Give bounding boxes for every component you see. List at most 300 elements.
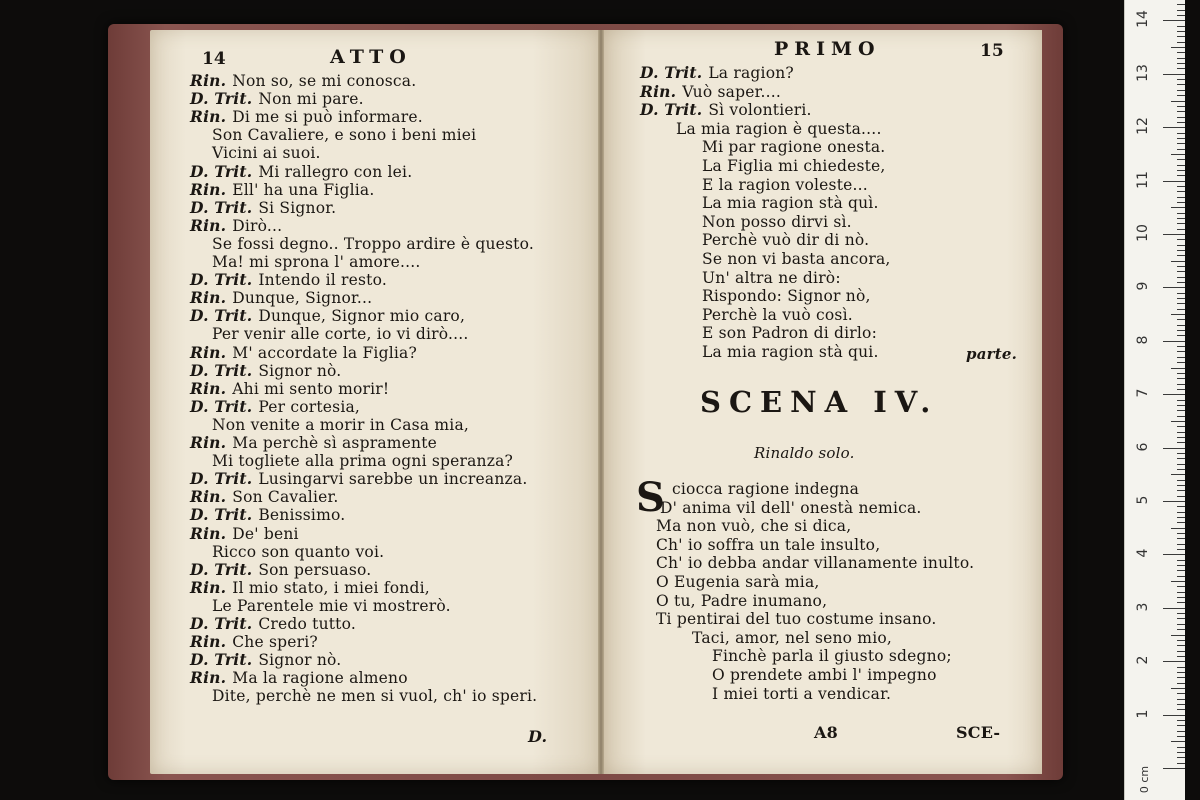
ruler-tick <box>1177 197 1185 198</box>
ruler-tick <box>1163 768 1185 769</box>
line-text: Mi rallegro con lei. <box>258 162 413 181</box>
ruler-tick <box>1177 752 1185 753</box>
text-line <box>212 325 469 343</box>
ruler-tick <box>1177 645 1185 646</box>
ruler-tick <box>1163 20 1185 21</box>
line-text: Ricco son quanto voi. <box>212 542 385 561</box>
text-line <box>190 181 374 199</box>
ruler-tick <box>1171 47 1185 48</box>
ruler-tick <box>1177 63 1185 64</box>
text-line <box>212 452 513 470</box>
ruler-tick <box>1171 528 1185 529</box>
left-page-number: 14 <box>202 49 226 69</box>
ruler-tick <box>1177 432 1185 433</box>
line-text: Per venir alle corte, io vi dirò.... <box>212 325 469 344</box>
ruler-tick <box>1177 618 1185 619</box>
ruler-tick <box>1171 688 1185 689</box>
ruler-tick <box>1163 234 1185 235</box>
ruler-tick <box>1177 245 1185 246</box>
line-text: Dunque, Signor mio caro, <box>258 307 466 326</box>
ruler-tick <box>1163 394 1185 395</box>
ruler-tick <box>1171 474 1185 475</box>
ruler-tick <box>1177 319 1185 320</box>
ruler-tick <box>1177 640 1185 641</box>
line-text: Vicini ai suoi. <box>212 144 321 163</box>
speaker-name: D. Trit. <box>640 63 703 82</box>
text-line <box>190 488 339 506</box>
line-text: E la ragion voleste... <box>702 175 868 194</box>
ruler-tick <box>1177 683 1185 684</box>
ruler-tick <box>1163 661 1185 662</box>
ruler-tick <box>1177 293 1185 294</box>
aria-line: D' anima vil dell' onestà nemica. <box>660 498 922 517</box>
text-line <box>190 72 416 90</box>
text-line <box>190 434 437 452</box>
line-text: Benissimo. <box>258 506 346 525</box>
text-line <box>190 362 341 380</box>
ruler-tick <box>1177 469 1185 470</box>
line-text: La mia ragion stà quì. <box>702 194 879 213</box>
ruler-tick <box>1177 405 1185 406</box>
speaker-name: Rin. <box>190 71 227 90</box>
text-line <box>190 525 299 543</box>
speaker-name: D. Trit. <box>190 89 253 109</box>
line-text: Credo tutto. <box>258 615 356 633</box>
ruler-tick <box>1177 506 1185 507</box>
ruler-tick <box>1177 384 1185 385</box>
ruler-tick <box>1177 122 1185 123</box>
aria-line: Taci, amor, nel seno mio, <box>692 628 893 647</box>
ruler-tick <box>1163 74 1185 75</box>
text-line <box>212 126 476 144</box>
ruler-tick <box>1177 282 1185 283</box>
text-line <box>702 213 852 231</box>
ruler-tick <box>1177 725 1185 726</box>
ruler-tick <box>1177 223 1185 224</box>
ruler-tick <box>1177 624 1185 625</box>
ruler-tick <box>1177 346 1185 347</box>
line-text: Mi togliete alla prima ogni speranza? <box>212 452 514 471</box>
ruler-tick <box>1163 287 1185 288</box>
ruler-tick <box>1163 448 1185 449</box>
ruler-number: 4 <box>1135 548 1151 558</box>
line-text: Signor nò. <box>258 651 342 670</box>
speaker-name: D. Trit. <box>190 197 253 217</box>
text-line <box>640 101 812 119</box>
speaker-name: Rin. <box>640 81 677 101</box>
right-page-number: 15 <box>980 41 1004 61</box>
ruler-tick <box>1177 378 1185 379</box>
line-text: Un' altra ne dirò: <box>702 268 841 287</box>
ruler-tick <box>1177 335 1185 336</box>
ruler-tick <box>1177 672 1185 673</box>
ruler-tick <box>1177 560 1185 561</box>
ruler-number: 7 <box>1135 388 1151 398</box>
ruler-tick <box>1177 629 1185 630</box>
speaker-name: Rin. <box>190 215 227 235</box>
ruler-number: 5 <box>1135 495 1151 505</box>
ruler-tick <box>1177 763 1185 764</box>
ruler-tick <box>1177 410 1185 411</box>
ruler-tick <box>1177 549 1185 550</box>
ruler-number: 13 <box>1135 63 1151 82</box>
ruler-tick <box>1177 52 1185 53</box>
line-text: Son Cavaliere, e sono i beni miei <box>212 126 477 145</box>
text-line <box>702 194 879 212</box>
speaker-name: D. Trit. <box>190 306 253 326</box>
line-text: Le Parentele mie vi mostrerò. <box>212 596 451 615</box>
ruler-tick <box>1177 667 1185 668</box>
line-text: Il mio stato, i miei fondi, <box>232 578 430 597</box>
ruler-tick <box>1177 229 1185 230</box>
ruler-tick <box>1177 95 1185 96</box>
aria-line: Ch' io soffra un tale insulto, <box>656 535 881 554</box>
line-text: Di me si può informare. <box>232 108 423 127</box>
text-line <box>676 120 882 138</box>
aria-line: Ma non vuò, che si dica, <box>656 517 852 536</box>
text-line <box>702 231 869 249</box>
ruler-tick <box>1177 731 1185 732</box>
ruler-number: 11 <box>1135 170 1151 189</box>
aria-line: ciocca ragione indegna <box>672 480 860 498</box>
text-line <box>190 344 417 362</box>
line-text: La Figlia mi chiedeste, <box>702 157 886 175</box>
text-line <box>702 287 871 305</box>
ruler-tick <box>1177 522 1185 523</box>
ruler-tick <box>1171 581 1185 582</box>
ruler-tick <box>1177 175 1185 176</box>
speaker-name: D. Trit. <box>190 360 253 380</box>
text-line <box>640 83 781 101</box>
ruler-tick <box>1177 373 1185 374</box>
ruler-tick <box>1177 512 1185 513</box>
ruler-tick <box>1171 261 1185 262</box>
text-line <box>212 597 451 615</box>
aria-line: O prendete ambi l' impegno <box>712 666 937 684</box>
line-text: Dite, perchè ne men si vuol, ch' io speri. <box>212 687 538 706</box>
ruler-tick <box>1177 485 1185 486</box>
ruler-tick <box>1177 90 1185 91</box>
ruler-tick <box>1177 720 1185 721</box>
text-line <box>190 669 408 687</box>
ruler-tick <box>1177 106 1185 107</box>
aria-line: Finchè parla il giusto sdegno; <box>712 647 952 666</box>
speaker-name: Rin. <box>190 107 227 127</box>
speaker-name: D. Trit. <box>190 396 253 416</box>
text-line <box>212 543 384 561</box>
aria-line: O Eugenia sarà mia, <box>656 573 820 591</box>
ruler-tick <box>1177 458 1185 459</box>
line-text: Signor nò. <box>258 361 342 380</box>
speaker-name: D. Trit. <box>190 559 253 579</box>
measuring-ruler <box>1124 0 1185 800</box>
ruler-tick <box>1163 127 1185 128</box>
speaker-name: Rin. <box>190 632 227 652</box>
ruler-tick <box>1177 165 1185 166</box>
ruler-tick <box>1177 496 1185 497</box>
ruler-tick <box>1177 4 1185 5</box>
text-line <box>640 64 794 82</box>
right-running-head: PRIMO <box>774 38 881 60</box>
book-gutter <box>598 30 604 774</box>
speaker-name: Rin. <box>190 433 227 452</box>
exit-direction: parte. <box>966 345 1018 363</box>
ruler-tick <box>1171 314 1185 315</box>
line-text: Perchè vuò dir di nò. <box>702 231 870 250</box>
ruler-tick <box>1177 170 1185 171</box>
line-text: Son Cavalier. <box>232 488 339 507</box>
text-line <box>190 470 527 488</box>
text-line <box>190 398 360 416</box>
ruler-tick <box>1177 218 1185 219</box>
ruler-tick <box>1171 207 1185 208</box>
line-text: Ahi mi sento morir! <box>232 379 390 398</box>
line-text: Non mi pare. <box>258 90 364 109</box>
ruler-tick <box>1177 191 1185 192</box>
line-text: Mi par ragione onesta. <box>702 138 886 157</box>
ruler-tick <box>1177 117 1185 118</box>
line-text: Ma! mi sprona l' amore.... <box>212 253 421 271</box>
ruler-tick <box>1177 202 1185 203</box>
ruler-tick <box>1177 651 1185 652</box>
line-text: La mia ragion è questa.... <box>676 119 882 138</box>
aria-line: Ch' io debba andar villanamente inulto. <box>656 554 975 573</box>
left-catchword: D. <box>528 727 548 746</box>
ruler-number: 12 <box>1135 117 1151 136</box>
line-text: Intendo il resto. <box>258 271 387 290</box>
ruler-tick <box>1177 565 1185 566</box>
speaker-name: Rin. <box>190 577 227 597</box>
ruler-tick <box>1177 576 1185 577</box>
aria-line: Ti pentirai del tuo costume insano. <box>656 610 937 629</box>
text-line <box>702 138 885 156</box>
drop-cap: S <box>636 474 666 521</box>
ruler-tick <box>1177 79 1185 80</box>
ruler-tick <box>1177 10 1185 11</box>
text-line <box>190 289 372 307</box>
scene-heading: SCENA IV. <box>700 385 939 419</box>
ruler-tick <box>1177 149 1185 150</box>
ruler-tick <box>1177 84 1185 85</box>
ruler-tick <box>1171 368 1185 369</box>
ruler-tick <box>1177 747 1185 748</box>
ruler-tick <box>1177 111 1185 112</box>
text-line <box>702 176 868 194</box>
text-line <box>702 157 886 175</box>
line-text: Non venite a morir in Casa mia, <box>212 415 470 434</box>
ruler-tick <box>1163 341 1185 342</box>
left-running-head: ATTO <box>330 46 412 68</box>
ruler-unit-label: 0 cm <box>1138 765 1152 794</box>
ruler-number: 10 <box>1135 224 1151 242</box>
ruler-tick <box>1177 453 1185 454</box>
text-line <box>702 324 877 342</box>
ruler-tick <box>1177 271 1185 272</box>
ruler-tick <box>1177 362 1185 363</box>
ruler-tick <box>1171 421 1185 422</box>
ruler-number: 9 <box>1135 281 1151 291</box>
ruler-tick <box>1177 58 1185 59</box>
ruler-tick <box>1177 15 1185 16</box>
text-line <box>212 416 469 434</box>
text-line <box>190 217 282 235</box>
ruler-tick <box>1177 325 1185 326</box>
ruler-tick <box>1177 68 1185 69</box>
ruler-tick <box>1177 298 1185 299</box>
ruler-tick <box>1177 213 1185 214</box>
ruler-tick <box>1177 426 1185 427</box>
text-line <box>212 235 534 253</box>
ruler-number: 6 <box>1135 442 1151 452</box>
speaker-name: D. Trit. <box>190 469 253 489</box>
line-text: M' accordate la Figlia? <box>232 343 417 362</box>
text-line <box>190 271 387 289</box>
speaker-name: D. Trit. <box>190 270 253 290</box>
speaker-name: D. Trit. <box>190 505 253 525</box>
text-line <box>190 163 412 181</box>
ruler-tick <box>1177 586 1185 587</box>
speaker-name: D. Trit. <box>190 650 253 670</box>
ruler-number: 8 <box>1135 335 1151 345</box>
speaker-name: Rin. <box>190 523 227 543</box>
ruler-tick <box>1177 699 1185 700</box>
ruler-tick <box>1163 501 1185 502</box>
ruler-tick <box>1177 42 1185 43</box>
ruler-tick <box>1163 181 1185 182</box>
line-text: Non posso dirvi sì. <box>702 212 852 231</box>
speaker-name: D. Trit. <box>640 100 703 120</box>
line-text: La ragion? <box>708 64 794 82</box>
ruler-tick <box>1163 608 1185 609</box>
ruler-number: 3 <box>1135 602 1151 612</box>
ruler-tick <box>1177 266 1185 267</box>
ruler-tick <box>1177 602 1185 603</box>
line-text: Ma la ragione almeno <box>232 669 408 688</box>
line-text: E son Padron di dirlo: <box>702 324 877 343</box>
speaker-name: D. Trit. <box>190 614 253 633</box>
line-text: Lusingarvi sarebbe un increanza. <box>258 470 528 489</box>
line-text: Son persuaso. <box>258 560 372 579</box>
line-text: Se fossi degno.. Troppo ardire è questo. <box>212 234 534 253</box>
ruler-tick <box>1177 757 1185 758</box>
ruler-tick <box>1177 255 1185 256</box>
ruler-tick <box>1171 101 1185 102</box>
text-line <box>702 343 879 361</box>
line-text: Per cortesia, <box>258 397 361 416</box>
ruler-tick <box>1177 31 1185 32</box>
line-text: De' beni <box>232 524 299 543</box>
text-line <box>190 307 465 325</box>
line-text: Rispondo: Signor nò, <box>702 287 871 306</box>
line-text: Perchè la vuò così. <box>702 305 853 324</box>
ruler-tick <box>1171 635 1185 636</box>
ruler-tick <box>1177 736 1185 737</box>
speaker-name: Rin. <box>190 378 227 398</box>
ruler-tick <box>1177 480 1185 481</box>
ruler-tick <box>1177 309 1185 310</box>
ruler-tick <box>1177 138 1185 139</box>
ruler-tick <box>1177 613 1185 614</box>
ruler-tick <box>1177 133 1185 134</box>
ruler-tick <box>1177 538 1185 539</box>
ruler-tick <box>1163 715 1185 716</box>
line-text: Ell' ha una Figlia. <box>232 180 375 199</box>
text-line <box>190 90 364 108</box>
text-line <box>190 561 371 579</box>
line-text: Non so, se mi conosca. <box>232 72 417 90</box>
line-text: Sì volontieri. <box>708 101 812 120</box>
ruler-tick <box>1177 26 1185 27</box>
ruler-tick <box>1177 677 1185 678</box>
ruler-tick <box>1177 250 1185 251</box>
ruler-tick <box>1177 533 1185 534</box>
ruler-tick <box>1177 592 1185 593</box>
ruler-tick <box>1177 517 1185 518</box>
line-text: La mia ragion stà qui. <box>702 343 879 361</box>
ruler-tick <box>1177 159 1185 160</box>
right-catchword: SCE- <box>956 723 1001 742</box>
ruler-tick <box>1177 186 1185 187</box>
ruler-tick <box>1177 437 1185 438</box>
ruler-tick <box>1171 741 1185 742</box>
ruler-number: 2 <box>1135 655 1151 665</box>
text-line <box>190 108 423 126</box>
ruler-tick <box>1177 303 1185 304</box>
line-text: Se non vi basta ancora, <box>702 250 891 268</box>
speaker-name: Rin. <box>190 487 227 507</box>
text-line <box>190 506 345 524</box>
ruler-tick <box>1171 154 1185 155</box>
ruler-tick <box>1163 554 1185 555</box>
speaker-name: Rin. <box>190 288 227 308</box>
ruler-tick <box>1177 570 1185 571</box>
ruler-number: 1 <box>1135 709 1151 719</box>
text-line <box>190 615 356 633</box>
text-line <box>190 633 318 651</box>
line-text: Ma perchè sì aspramente <box>232 434 438 452</box>
ruler-tick <box>1177 704 1185 705</box>
text-line <box>190 651 341 669</box>
ruler-tick <box>1177 597 1185 598</box>
stage-direction: Rinaldo solo. <box>754 444 855 462</box>
line-text: Dunque, Signor... <box>232 289 373 308</box>
aria-line: O tu, Padre inumano, <box>656 591 828 610</box>
ruler-tick <box>1177 416 1185 417</box>
speaker-name: D. Trit. <box>190 161 253 181</box>
speaker-name: Rin. <box>190 342 227 362</box>
ruler-tick <box>1177 36 1185 37</box>
ruler-tick <box>1177 389 1185 390</box>
ruler-tick <box>1177 400 1185 401</box>
line-text: Dirò... <box>232 216 283 235</box>
aria-line: I miei torti a vendicar. <box>712 684 892 703</box>
signature-mark: A8 <box>814 723 838 742</box>
text-line <box>190 579 430 597</box>
text-line <box>702 250 891 268</box>
text-line <box>190 380 389 398</box>
text-line <box>212 144 321 162</box>
ruler-tick <box>1177 143 1185 144</box>
speaker-name: Rin. <box>190 179 227 199</box>
ruler-number: 14 <box>1135 10 1151 29</box>
text-line <box>212 687 537 705</box>
ruler-tick <box>1177 277 1185 278</box>
ruler-tick <box>1177 330 1185 331</box>
text-line <box>702 306 853 324</box>
text-line <box>212 253 421 271</box>
ruler-tick <box>1177 709 1185 710</box>
ruler-tick <box>1177 544 1185 545</box>
